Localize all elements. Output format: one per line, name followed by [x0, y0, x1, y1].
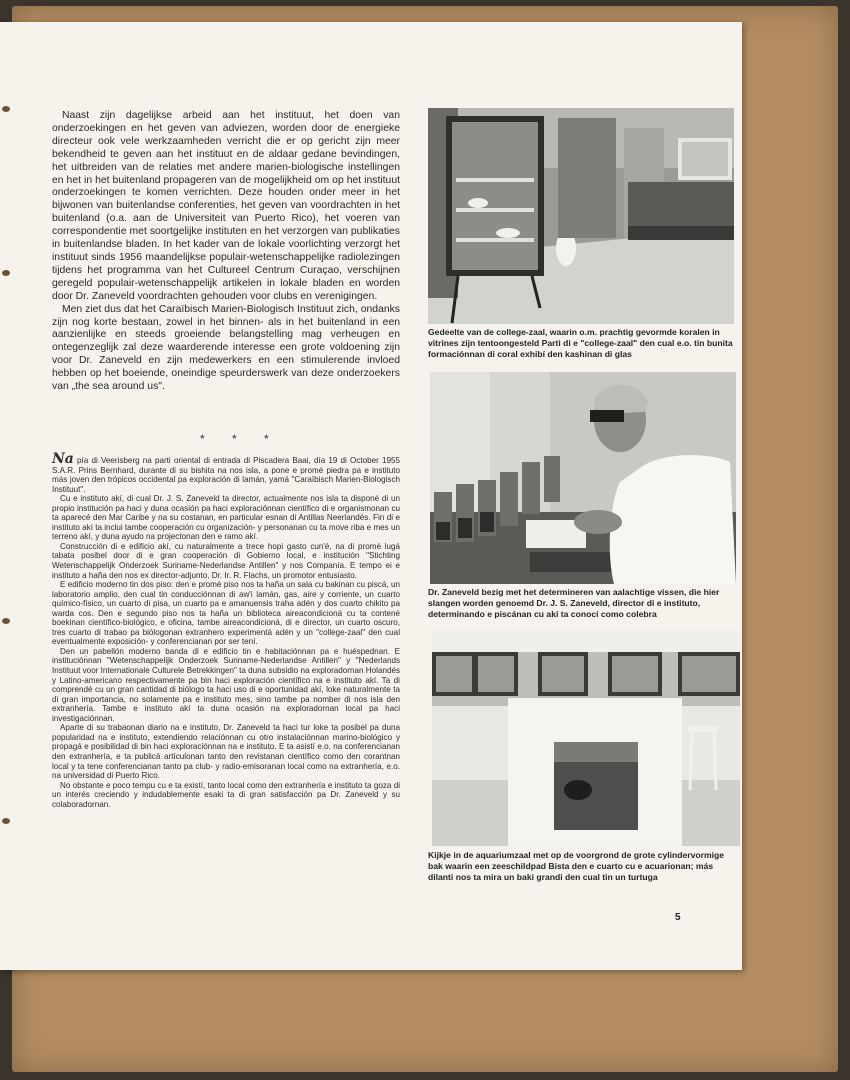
page-number: 5 [675, 912, 681, 923]
papiamento-paragraph: No obstante e poco tempu cu e ta existí, tanto local como den extranhería e instituto ta goza di un interés creciendo y indudablemente esaki ta di gran satisfacción pa Dr. Zaneveld y su colaboradornan. [52, 780, 400, 809]
college-hall-image [428, 108, 734, 324]
papiamento-first-text: pía di Veerisberg na parti oriental di entrada di Piscadera Baai, día 19 di October 1955 S.A.R. Prins Bernhard, durante di su bishita na nos isla, a pone e promé piedra pa e instituto más joven den trópicos occidental pa exploración di lamán, yamá "Caraïbisch Marien-Biologisch Instituut". [52, 456, 400, 494]
papiamento-paragraph: Construcción di e edificio akí, cu naturalmente a trece hopi gasto cun'é, na di promé lugá tabata posibel door di e gran cooperación di Gobierno local, e institución "Stichting Wetenschappelijk Onderzoek Suriname-Nederlandse Antillen" y nos Companía. E tempo ei e instituto a haña den nos ex director-adjunto, Dr. Ir. R. Flachs, un promotor entusiasto. [52, 541, 400, 580]
binding-hole [2, 818, 10, 824]
drop-cap: Na [52, 451, 74, 467]
binding-hole [2, 270, 10, 276]
papiamento-article-text [52, 451, 400, 809]
dutch-paragraph-1: Naast zijn dagelijkse arbeid aan het instituut, het doen van onderzoekingen en het geven van adviezen, worden door de energieke directeur ook vele werkzaamheden verricht die er op gericht zijn meer bekendheid te geven aan het instituut en de aldaar gedane bevindingen, het uitbreiden van de relaties met andere marien-biologische instellingen en het in het buitenland propageren van de mogelijkheid om op het instituut onderzoekingen te komen verrichten. Deze houden onder meer in het bijwonen van buitenlandse conferenties, het geven van voordrachten in het buitenland (o.a. aan de Universiteit van Puerto Rico), het voeren van correspondentie met soortgelijke instituten en het verzorgen van publikaties in buitenlandse bladen. In het kader van de lokale voorlichting verzorgt het instituut sinds 1956 maandelijkse populair-wetenschappelijke radiolezingen tijdens het programma van het Cultureel Centrum Curaçao, verschijnen geregeld populair-wetenschappelijk artikelen in lokale bladen en worden door Dr. Zaneveld voordrachten gehouden voor clubs en verenigingen. [52, 110, 400, 302]
photo-college-hall [428, 108, 734, 324]
papiamento-paragraph-first [52, 451, 400, 494]
caption-college-hall: Gedeelte van de college-zaal, waarin o.m. prachtig gevormde koralen in vitrines zijn tentoongesteld Parti di e "college-zaal" den cual e.o. tin bunita formaciónnan di coral exhibí den kashinan di glas [428, 327, 733, 359]
caption-dr-zaneveld: Dr. Zaneveld bezig met het determineren van aalachtige vissen, die hier slangen worden genoemd Dr. J. S. Zaneveld, director di e instituto, determinando e piscánan cu akí ta conocí como colebra [428, 587, 720, 619]
papiamento-paragraph: Aparte di su trabaonan diario na e instituto, Dr. Zaneveld ta haci tur loke ta posibel pa duna popularidad na e instituto, extendiendo relaciónnan cu otro instalaciónnan marino-biológico y propagá e posibilidad di bin haci exploraciónnan na e instituto. E ta asistí e.o. na conferencianan den extranhería, e ta publicá artículonan tanto den revistanan científico como den corantnan local y ta tene conferencianan tanto pa club- y radio-emisoranan local como na extranhería, e.o. na universidad di Puerto Rico. [52, 723, 400, 781]
binding-hole [2, 618, 10, 624]
photo-dr-zaneveld [430, 372, 736, 584]
section-separator: * * * [200, 432, 281, 446]
dutch-article-text [52, 110, 400, 394]
papiamento-paragraph: Cu e instituto akí, di cual Dr. J. S. Zaneveld ta director, actualmente nos isla ta disponé di un propio institución pa haci y duna ocasión pa haci exploraciónnan científico di e organismonan cu ta aparecé den Mar Caribe y na su costanan, en particular esnan di Antillas Neerlandés. Fin di e instituto akí ta inclui tambe cooperación cu organización- y personanan cu ta move riba e mes un terreno akí, y duna ayudo na projectonan den e ramo akí. [52, 494, 400, 542]
photo-aquarium-hall [432, 630, 740, 846]
papiamento-paragraph: E edificio moderno tin dos piso: den e promé piso nos ta haña un sala cu bakinan cu piscá, un laboratorio amplio, den cual tin conducciónnan di aw'i lamán, gas, aire y corriente, un cuarto químico-físico, un cuarto di pisa, un cuarto pa e amanuensis traha adén y dos cuarto chikito pa warda cos. Den e segundo piso nos ta haña un biblioteca aireacondicioná cu ta contené boekinan científico-biológico, e oficina, tambe aireacondicioná, di e director, un cuarto oscuro, tres cuarto di trabao pa biólogonan extranhero experimentá adén y un "college-zaal" den cual eventualmente exposición- y conferencianan por ser tení. [52, 580, 400, 647]
aquarium-image [432, 630, 740, 846]
zaneveld-image [430, 372, 736, 584]
binding-hole [2, 106, 10, 112]
dutch-paragraph-2: Men ziet dus dat het Caraïbisch Marien-Biologisch Instituut zich, ondanks zijn nog korte bestaan, zowel in het binnen- als in het buitenland in een aanzienlijke en steeds groeiende belangstelling mag verheugen en ontegenzeglijk zal deze waarderende interesse een grote voldoening zijn voor Dr. Zaneveld en zijn medewerkers en een stimulerende invloed hebben op het boeiende, oneindige speurderswerk van deze onderzoekers van „the sea around us". [52, 303, 400, 393]
papiamento-paragraph: Den un pabellón moderno banda di e edificio tin e habitaciónnan pa e huéspednan. E institución̈nan "Wetenschappelijk Onderzoek Suriname-Nederlandse Antillen" y "Nederlands Instituut voor Internationale Culturele Betrekkingen" ta duna subsidio na exploradornan Holandés y Latino-americano respectivamente pa bin haci exploración científico na e instituto akí. Ta di comprendé cu un gran cantidad di biólogo ta haci uso di e oportunidad akí, loke naturalmente ta di gran importancia, no solamente pa e instituto mes, sino tambe pa nomber di nos isla den extranhería. Tambe e instituto akí ta duna ocasión na exploradornan local pa haci investigaciónnan. [52, 646, 400, 723]
caption-aquarium-hall: Kijkje in de aquariumzaal met op de voorgrond de grote cylindervormige bak waarin een zeeschildpad Bista den e cuarto cu e acuarionan; más dilanti nos ta mira un baki grandi den cual tin un turtuga [428, 850, 725, 882]
